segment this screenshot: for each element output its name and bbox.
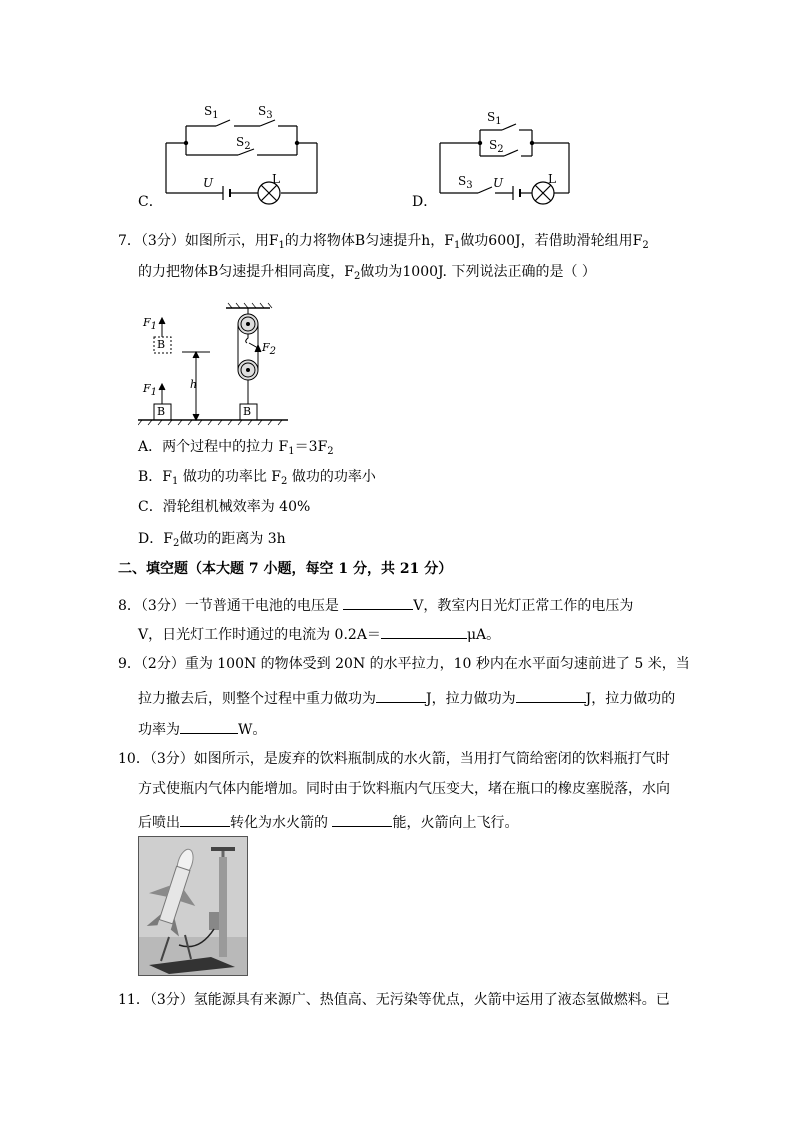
section-2-title: 二、填空题（本大题 7 小题，每空 1 分，共 21 分） bbox=[118, 561, 453, 577]
q7-option-c: C．滑轮组机械效率为 40% bbox=[138, 499, 311, 515]
label-s1: $S_1$ bbox=[204, 104, 219, 121]
label-u: U bbox=[493, 176, 504, 190]
q9-blank-2[interactable] bbox=[516, 686, 586, 703]
label-u: U bbox=[203, 176, 214, 190]
q9-blank-3[interactable] bbox=[180, 717, 238, 734]
q10-line2: 方式使瓶内气体内能增加。同时由于饮料瓶内气压变大，堵在瓶口的橡皮塞脱落，水向 bbox=[138, 781, 670, 797]
q10-line3: 后喷出 转化为水火箭的 能，火箭向上飞行。 bbox=[138, 810, 518, 833]
circuit-d bbox=[420, 100, 590, 215]
label-b-right: B bbox=[243, 405, 252, 418]
label-f1-top: $F_1$ bbox=[143, 316, 158, 332]
q7-option-b: B．$F_1$ 做功的功率比 $F_2$ 做功的功率小 bbox=[138, 469, 376, 487]
circuit-d-diagram bbox=[420, 100, 590, 215]
label-s2: $S_2$ bbox=[236, 135, 251, 152]
q7-figure bbox=[138, 288, 298, 428]
option-c-label: C． bbox=[138, 194, 163, 210]
option-d-label: D． bbox=[412, 194, 438, 210]
q8-blank-1[interactable] bbox=[343, 593, 413, 610]
q9-line1: 9．（2分）重为 100N 的物体受到 20N 的水平拉力，10 秒内在水平面匀速前进了 5 米，当 bbox=[118, 656, 690, 672]
label-s3: $S_3$ bbox=[258, 104, 273, 121]
label-f2: $F_2$ bbox=[262, 341, 277, 357]
label-s2: $S_2$ bbox=[489, 138, 504, 155]
q8-line1: 8．（3分）一节普通干电池的电压是 V，教室内日光灯正常工作的电压为 bbox=[118, 593, 633, 616]
water-rocket-photo bbox=[138, 836, 248, 976]
label-s1: $S_1$ bbox=[487, 110, 502, 127]
q8-line2: V，日光灯工作时通过的电流为 0.2A＝ μA。 bbox=[138, 622, 500, 645]
label-b-dashed: B bbox=[157, 338, 166, 351]
label-s3: $S_3$ bbox=[458, 174, 473, 191]
q11-line1: 11．（3分）氢能源具有来源广、热值高、无污染等优点，火箭中运用了液态氢做燃料。已 bbox=[118, 992, 670, 1008]
label-l: L bbox=[548, 172, 556, 186]
q7-line2: 的力把物体B匀速提升相同高度，$F_2$做功为1000J. 下列说法正确的是（ ） bbox=[138, 264, 596, 282]
water-rocket-illustration bbox=[139, 837, 247, 975]
q9-line3: 功率为 W。 bbox=[138, 717, 266, 740]
q7-option-a: A．两个过程中的拉力 $F_1=3F_2$ bbox=[138, 439, 334, 457]
label-f1-bottom: $F_1$ bbox=[143, 382, 158, 398]
q7-option-d: D．$F_2$做功的距离为 3h bbox=[138, 531, 286, 549]
label-b-left: B bbox=[157, 405, 166, 418]
q9-line2: 拉力撤去后，则整个过程中重力做功为 J，拉力做功为 J，拉力做功的 bbox=[138, 686, 675, 709]
label-h: h bbox=[190, 378, 198, 391]
label-l: L bbox=[272, 172, 280, 186]
q9-blank-1[interactable] bbox=[376, 686, 426, 703]
q10-blank-1[interactable] bbox=[180, 810, 230, 827]
q10-line1: 10．（3分）如图所示，是废弃的饮料瓶制成的水火箭，当用打气筒给密闭的饮料瓶打气时 bbox=[118, 751, 670, 767]
q10-blank-2[interactable] bbox=[332, 810, 392, 827]
q8-blank-2[interactable] bbox=[381, 622, 467, 639]
q7-line1: 7．（3分）如图所示，用$F_1$的力将物体B匀速提升h，$F_1$做功600J，若借助滑轮组用$F_2$ bbox=[118, 233, 649, 251]
